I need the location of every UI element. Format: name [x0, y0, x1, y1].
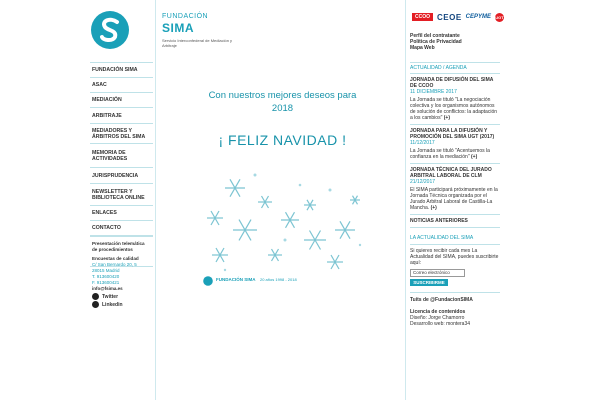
address-email[interactable]: info@fsima.es — [92, 286, 123, 291]
main-menu — [90, 62, 153, 267]
news-more-link[interactable]: (+) — [443, 115, 450, 121]
menu-item-asac[interactable]: ASAC — [90, 77, 153, 92]
partner-cepyme[interactable]: CEPYME — [465, 14, 492, 20]
menu-item-fundacion[interactable]: FUNDACIÓN SIMA — [90, 62, 153, 77]
snowflake-icon — [335, 221, 355, 238]
snowflake-icon — [281, 212, 299, 228]
news-date: 21/12/2017 — [410, 179, 436, 185]
twitter-label: Twitter — [102, 293, 119, 300]
menu-sub-telematica[interactable]: Presentación telemática de procedimientos — [92, 241, 145, 252]
brand-description: Servicio Interconfederal de Mediación y Arbitraje — [162, 38, 233, 48]
divider-left — [155, 0, 156, 400]
brand-fundacion: FUNDACIÓN — [162, 13, 209, 20]
news-separator — [410, 124, 500, 125]
news-title[interactable]: JORNADA PARA LA DIFUSIÓN Y PROMOCIÓN DEL SIMA UGT (2017) — [410, 128, 495, 140]
subscribe-button[interactable]: SUSCRIBIRME — [410, 279, 448, 286]
card-anniversary: 20 años 1998 - 2018 — [260, 277, 297, 282]
newsletter-email-input[interactable]: Correo electrónico — [410, 269, 465, 277]
newsletter-text: Si quieres recibir cada mes La Actualidad del SIMA, puedes suscribirte aquí: — [410, 248, 499, 266]
news-date: 11 DICIEMBRE 2017 — [410, 89, 457, 95]
menu-item-mediacion[interactable]: MEDIACIÓN — [90, 92, 153, 107]
partner-logos — [412, 12, 504, 22]
address-street: C/ San Bernardo 20, 5 — [92, 262, 137, 267]
card-greeting-line1: Con nuestros mejores deseos para — [208, 90, 357, 101]
partner-ceoe[interactable]: CEOE — [437, 12, 462, 22]
card-feliz-navidad: ¡ FELIZ NAVIDAD ! — [218, 132, 347, 148]
news-item — [410, 77, 500, 121]
contact-block — [92, 262, 152, 308]
news-item — [410, 128, 500, 160]
snowflake-icon — [304, 231, 326, 250]
news-more-link[interactable]: (+) — [430, 205, 437, 211]
actualidad-header[interactable]: ACTUALIDAD / AGENDA — [410, 62, 500, 74]
snowflake-icon — [327, 255, 343, 269]
news-separator — [410, 163, 500, 164]
menu-item-enlaces[interactable]: ENLACES — [90, 205, 153, 220]
brand-block — [162, 13, 242, 48]
news-more-link[interactable]: (+) — [470, 154, 478, 160]
sima-small-logo-icon — [203, 276, 213, 286]
snowflake-icon — [207, 211, 223, 225]
linkedin-link[interactable] — [92, 301, 152, 308]
linkedin-icon — [92, 301, 99, 308]
partner-ccoo[interactable]: CCOO — [412, 13, 433, 21]
snowflake-icon — [350, 196, 360, 205]
snowflake-icon — [212, 248, 228, 262]
news-text: La Jornada se tituló "Acentuemos la confianza en la mediación" — [410, 148, 490, 160]
menu-item-memoria[interactable]: MEMORIA DE ACTIVIDADES — [90, 143, 153, 167]
design-credit: Diseño: Jorge Chamorro — [410, 315, 465, 321]
snowflake-icon — [258, 196, 272, 208]
menu-sub-encuestas[interactable]: Encuestas de calidad — [92, 256, 139, 261]
address-city: 28015 Madrid — [92, 268, 120, 273]
actualidad-section — [410, 62, 500, 327]
link-politica-privacidad[interactable]: Política de Privacidad — [410, 39, 462, 45]
linkedin-label: Linkedin — [102, 301, 123, 308]
partner-ugt[interactable]: UGT — [495, 14, 504, 20]
noticias-anteriores-link[interactable]: NOTICIAS ANTERIORES — [410, 215, 500, 228]
twitter-icon — [92, 293, 99, 300]
tweets-link[interactable]: Tuits de @FundacionSIMA — [410, 297, 473, 303]
snowflakes-decoration — [195, 70, 370, 290]
menu-item-jurisprudencia[interactable]: JURISPRUDENCIA — [90, 167, 153, 183]
snowflake-icon — [225, 179, 245, 196]
snowflake-icon — [304, 200, 316, 210]
newsletter-header: LA ACTUALIDAD DEL SIMA — [410, 232, 500, 245]
card-greeting-year: 2018 — [271, 103, 294, 114]
address-tel: T. 913600420 — [92, 274, 120, 279]
menu-item-contacto[interactable]: CONTACTO — [90, 220, 153, 236]
section-separator — [410, 292, 500, 293]
divider-right — [405, 0, 406, 400]
snowflake-icon — [268, 249, 282, 261]
snowflake-icon — [233, 220, 257, 241]
license-link[interactable]: Licencia de contenidos — [410, 309, 466, 315]
christmas-card[interactable] — [195, 70, 370, 290]
top-links — [410, 33, 500, 51]
menu-item-mediadores[interactable]: MEDIADORES Y ÁRBITROS DEL SIMA — [90, 123, 153, 143]
link-perfil-contratante[interactable]: Perfil del contratante — [410, 33, 460, 39]
news-item — [410, 167, 500, 211]
news-title[interactable]: JORNADA DE DIFUSIÓN DEL SIMA DE CCOO — [410, 77, 494, 89]
twitter-link[interactable] — [92, 293, 152, 300]
brand-name: SIMA — [162, 21, 194, 35]
menu-item-arbitraje[interactable]: ARBITRAJE — [90, 107, 153, 123]
news-text: El SIMA participará próximamente en la Jornada Técnica organizada por el Jurado Arbitral Laboral de Castilla-La Mancha. — [410, 187, 498, 211]
link-mapa-web[interactable]: Mapa Web — [410, 45, 435, 51]
address-fax: F. 913600421 — [92, 280, 120, 285]
news-title[interactable]: JORNADA TÉCNICA DEL JURADO ARBITRAL LABORAL DE CLM — [410, 167, 492, 179]
news-text: La Jornada se tituló "La negociación colectiva y los organismos autónomos de solución de conflictos: la adaptación a los cambios" — [410, 97, 498, 121]
card-logo-text: FUNDACIÓN SIMA — [216, 277, 256, 282]
news-date: 11/12/2017 — [410, 140, 435, 146]
menu-item-newsletter[interactable]: NEWSLETTER Y BIBLIOTECA ONLINE — [90, 183, 153, 205]
sima-logo-icon[interactable] — [90, 10, 130, 50]
dev-credit: Desarrollo web: montera34 — [410, 321, 471, 327]
